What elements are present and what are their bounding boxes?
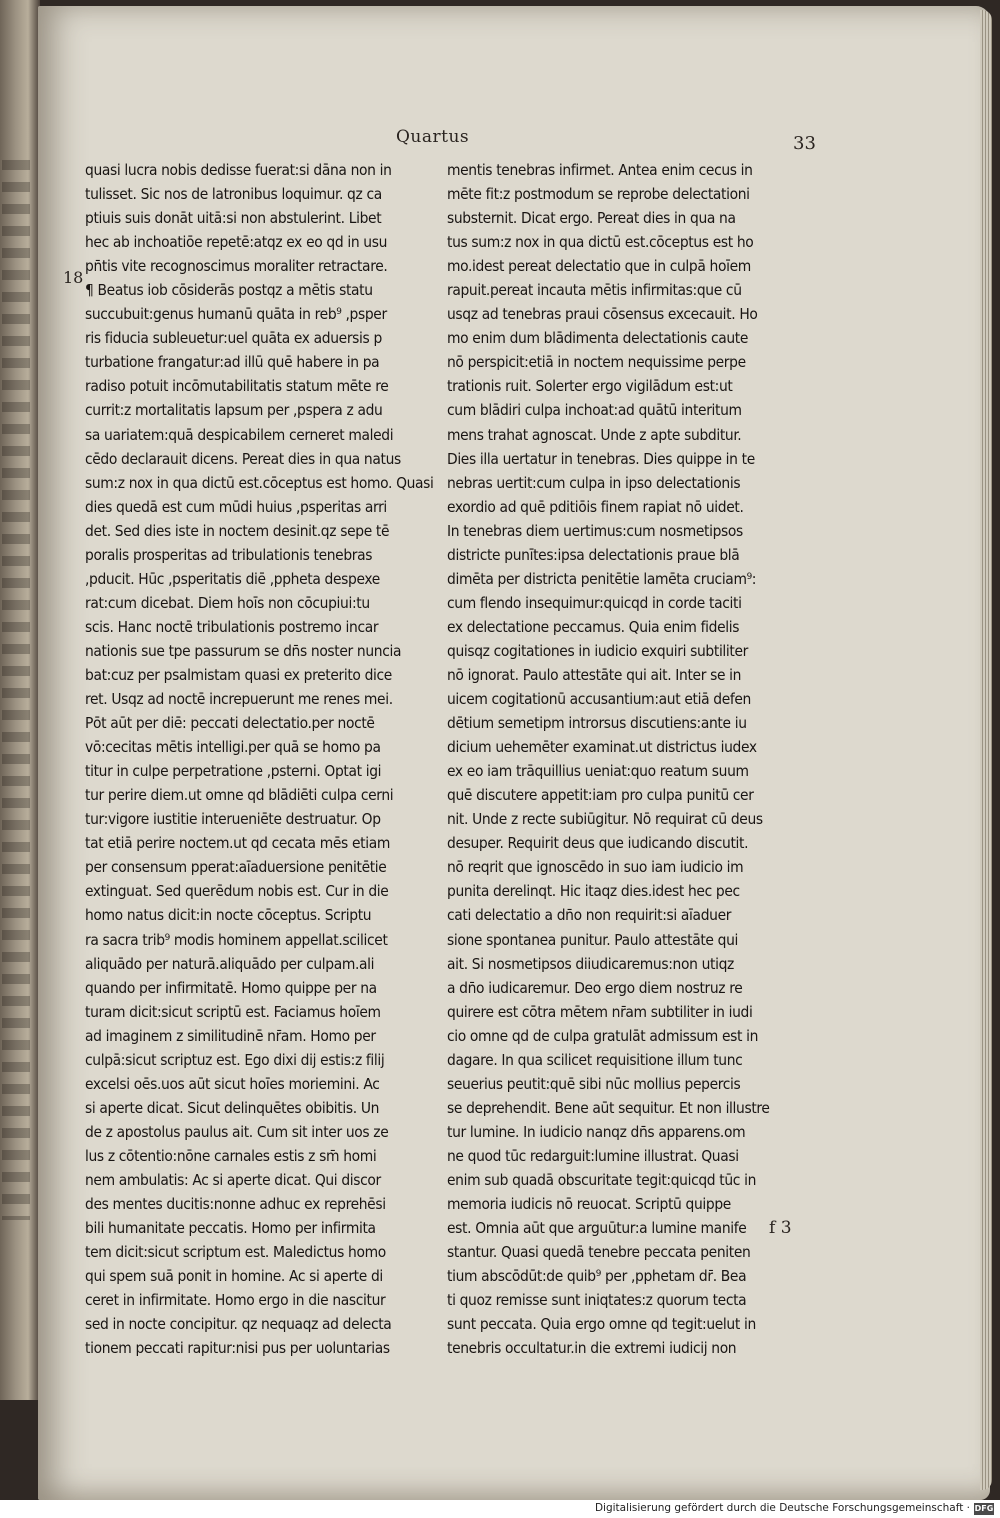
- text-line: qui spem suā ponit in homine. Ac si aperte di: [85, 1267, 383, 1286]
- text-line: trationis ruit. Solerter ergo vigilādum est:ut: [447, 377, 733, 396]
- text-line: pn̄tis vite recognoscimus moraliter retractare.: [85, 257, 388, 276]
- text-line: rapuit.pereat incauta mētis infirmitas:que cū: [447, 281, 742, 300]
- text-line: quasi lucra nobis dedisse fuerat:si dāna non in: [85, 161, 392, 179]
- text-line: substernit. Dicat ergo. Pereat dies in qua na: [447, 209, 736, 228]
- text-line: tenebris occultatur.in die extremi iudicij non: [447, 1339, 737, 1358]
- margin-note-number: 18: [63, 268, 84, 287]
- text-line: dimēta per districta penitētie lamēta cruciam⁹:: [447, 569, 757, 588]
- folio-number: 33: [793, 133, 816, 154]
- text-line: titur in culpe perpetratione ,psterni. Optat igi: [85, 762, 382, 781]
- text-line: nō ignorat. Paulo attestāte qui ait. Inter se in: [447, 665, 742, 684]
- text-line: des mentes ducitis:nonne adhuc ex reprehēsi: [85, 1195, 386, 1214]
- text-line: ne quod tūc redarguit:lumine illustrat. Quasi: [447, 1146, 739, 1165]
- text-line: cum flendo insequimur:quicqd in corde taciti: [447, 593, 742, 612]
- text-line: radiso potuit incōmutabilitatis statum mēte re: [85, 377, 389, 396]
- text-line: mo.idest pereat delectatio que in culpā hoīem: [447, 257, 751, 276]
- right-text-column: [447, 158, 801, 1360]
- text-line: Dies illa uertatur in tenebras. Dies quippe in te: [447, 449, 755, 468]
- text-line: vō:cecitas mētis intelligi.per quā se homo pa: [85, 738, 381, 757]
- text-line: succubuit:genus humanū quāta in reb⁹ ,psper: [85, 305, 387, 324]
- text-line: nem ambulatis: Ac si aperte dicat. Qui discor: [85, 1170, 381, 1189]
- text-line: stantur. Quasi quedā tenebre peccata peniten: [447, 1243, 751, 1262]
- text-line: bili humanitate peccatis. Homo per infirmita: [85, 1219, 376, 1238]
- text-line: ad imaginem z similitudinē nr̄am. Homo per: [85, 1026, 376, 1045]
- text-line: quisqz cogitationes in iudicio exquiri subtiliter: [447, 641, 749, 660]
- text-line: sione spontanea punitur. Paulo attestāte qui: [447, 930, 739, 949]
- text-line: hec ab inchoatiōe repetē:atqz ex eo qd in usu: [85, 233, 388, 252]
- text-line: quando per infirmitatē. Homo quippe per na: [85, 978, 377, 997]
- text-line: cio omne qd de culpa gratulāt admissum est in: [447, 1026, 759, 1045]
- text-line: ex eo iam trāquillius ueniat:quo reatum suum: [447, 762, 749, 781]
- text-line: tem dicit:sicut scriptum est. Maledictus homo: [85, 1243, 386, 1262]
- text-line: nebras uertit:cum culpa in ipso delectationis: [447, 473, 741, 492]
- text-line: mēte fit:z postmodum se reprobe delectationi: [447, 185, 750, 204]
- text-line: memoria iudicis nō reuocat. Scriptū quippe: [447, 1195, 731, 1214]
- text-line: nō perspicit:etiā in noctem nequissime perpe: [447, 353, 746, 372]
- text-line: det. Sed dies iste in noctem desinit.qz sepe tē: [85, 521, 390, 540]
- text-line: sum:z nox in qua dictū est.cōceptus est homo. Quasi: [85, 473, 434, 492]
- text-line: ti quoz remisse sunt iniqtates:z quorum tecta: [447, 1291, 747, 1310]
- dfg-logo-icon: DFG: [974, 1504, 994, 1513]
- text-line: ,pducit. Hūc ,psperitatis diē ,ppheta despexe: [85, 569, 380, 588]
- text-line: nationis sue tpe passurum se dn̄s noster nuncia: [85, 641, 402, 660]
- text-line: ptiuis suis donāt uitā:si non abstulerint. Libet: [85, 209, 382, 228]
- text-line: ris fiducia subleuetur:uel quāta ex aduersis p: [85, 329, 382, 348]
- funding-notice: Digitalisierung gefördert durch die Deutsche Forschungsgemeinschaft ·: [594, 1502, 970, 1514]
- text-line: punita derelinqt. Hic itaqz dies.idest hec pec: [447, 882, 740, 901]
- text-line: a dn̄o iudicaremur. Deo ergo diem nostruz re: [447, 978, 743, 997]
- text-line: dagare. In qua scilicet requisitione illum tunc: [447, 1050, 743, 1069]
- text-line: nō reqrit que ignoscēdo in suo iam iudicio im: [447, 858, 744, 877]
- text-line: uicem cogitationū accusantium:aut etiā defen: [447, 690, 751, 709]
- text-line: de z apostolus paulus ait. Cum sit inter uos ze: [85, 1122, 389, 1141]
- text-line: quē discutere appetit:iam pro culpa punitū cer: [447, 786, 754, 805]
- text-line: mens trahat agnoscat. Unde z apte subditur.: [447, 425, 742, 444]
- text-line: districte punītes:ipsa delectationis praue blā: [447, 545, 740, 564]
- text-line: est. Omnia aūt que arguūtur:a lumine manife: [447, 1219, 747, 1238]
- text-line: usqz ad tenebras praui cōsensus excecauit. Ho: [447, 305, 758, 324]
- text-line: nit. Unde z recte subiūgitur. Nō requirat cū deus: [447, 810, 763, 829]
- text-line: si aperte dicat. Sicut delinquētes obibitis. Un: [85, 1098, 380, 1117]
- text-line: cēdo declarauit dicens. Pereat dies in qua natus: [85, 449, 401, 468]
- text-line: currit:z mortalitatis lapsum per ,pspera z adu: [85, 401, 383, 420]
- text-line: tat etiā perire noctem.ut qd cecata mēs etiam: [85, 834, 390, 853]
- text-line: In tenebras diem uertimus:cum nosmetipsos: [447, 521, 743, 540]
- text-line: ex delectatione peccamus. Quia enim fidelis: [447, 617, 740, 636]
- text-line: sunt peccata. Quia ergo omne qd tegit:uelut in: [447, 1315, 756, 1334]
- text-line: mo enim dum blādimenta delectationis caute: [447, 329, 749, 348]
- left-text-column: [85, 158, 437, 1360]
- text-line: ceret in infirmitate. Homo ergo in die nascitur: [85, 1291, 386, 1310]
- text-line: aliquādo per naturā.aliquādo per culpam.ali: [85, 954, 375, 973]
- text-line: lus z cōtentio:nōne carnales estis z sm̄ homi: [85, 1146, 377, 1165]
- text-line: tulisset. Sic nos de latronibus loquimur. qz ca: [85, 185, 382, 204]
- text-line: tium abscōdūt:de quib⁹ per ,pphetam dr̄. Bea: [447, 1267, 747, 1286]
- text-line: enim sub quadā obscuritate tegit:quicqd tūc in: [447, 1170, 757, 1189]
- text-line: dies quedā est cum mūdi huius ,psperitas arri: [85, 497, 387, 516]
- page-fore-edge: [980, 10, 992, 1490]
- text-line: scis. Hanc noctē tribulationis postremo incar: [85, 617, 379, 636]
- signature-mark: f 3: [769, 1218, 792, 1238]
- text-line: dētium semetipm introrsus discutiens:ante iu: [447, 714, 747, 733]
- text-line: se deprehendit. Bene aūt sequitur. Et non illustre: [447, 1098, 770, 1117]
- text-line: exordio ad quē pditiōis finem rapiat nō uidet.: [447, 497, 744, 516]
- text-line: turbatione frangatur:ad illū quē habere in pa: [85, 353, 380, 372]
- facing-page-text-fragment: [2, 160, 30, 1220]
- text-line: tur lumine. In iudicio nanqz dn̄s apparens.om: [447, 1122, 746, 1141]
- text-line: tus sum:z nox in qua dictū est.cōceptus est ho: [447, 233, 754, 252]
- text-line: cum blādiri culpa inchoat:ad quātū interitum: [447, 401, 742, 420]
- running-head: Quartus: [396, 127, 470, 147]
- text-line: cati delectatio a dn̄o non requirit:si aīaduer: [447, 906, 732, 925]
- text-line: ret. Usqz ad noctē increpuerunt me renes mei.: [85, 690, 393, 709]
- text-line: ¶ Beatus iob cōsiderās postqz a mētis statu: [85, 281, 373, 300]
- text-line: desuper. Requirit deus que iudicando discutit.: [447, 834, 749, 853]
- text-line: turam dicit:sicut scriptū est. Faciamus hoīem: [85, 1002, 381, 1021]
- text-line: homo natus dicit:in nocte cōceptus. Scriptu: [85, 906, 372, 925]
- text-line: mentis tenebras infirmet. Antea enim cecus in: [447, 161, 753, 179]
- text-line: extinguat. Sed querēdum nobis est. Cur in die: [85, 882, 389, 901]
- text-line: excelsi oēs.uos aūt sicut hoīes moriemini. Ac: [85, 1074, 380, 1093]
- text-line: tionem peccati rapitur:nisi pus per uoluntarias: [85, 1339, 390, 1358]
- text-line: bat:cuz per psalmistam quasi ex preterito dice: [85, 665, 392, 684]
- text-line: tur perire diem.ut omne qd blādiēti culpa cerni: [85, 786, 394, 805]
- text-line: rat:cum dicebat. Diem hoīs non cōcupiui:tu: [85, 593, 370, 612]
- text-line: culpā:sicut scriptuz est. Ego dixi dij estis:z filij: [85, 1050, 385, 1069]
- text-line: sa uariatem:quā despicabilem cerneret maledi: [85, 425, 394, 444]
- text-line: ait. Si nosmetipsos diiudicaremus:non utiqz: [447, 954, 734, 973]
- text-line: per consensum pperat:aīaduersione penitētie: [85, 858, 387, 877]
- facing-page-edge: [0, 0, 40, 1400]
- text-line: ra sacra trib⁹ modis hominem appellat.scilicet: [85, 930, 388, 949]
- text-line: quirere est cōtra mētem nr̄am subtiliter in iudi: [447, 1002, 753, 1021]
- text-line: Pōt aūt per diē: peccati delectatio.per noctē: [85, 714, 375, 733]
- text-line: poralis prosperitas ad tribulationis tenebras: [85, 545, 373, 564]
- text-line: dicium uehemēter examinat.ut districtus iudex: [447, 738, 757, 757]
- text-line: tur:vigore iustitie interueniēte destruatur. Op: [85, 810, 381, 829]
- text-line: seuerius peutit:quē sibi nūc mollius pepercis: [447, 1074, 741, 1093]
- text-line: sed in nocte concipitur. qz nequaqz ad delecta: [85, 1315, 392, 1334]
